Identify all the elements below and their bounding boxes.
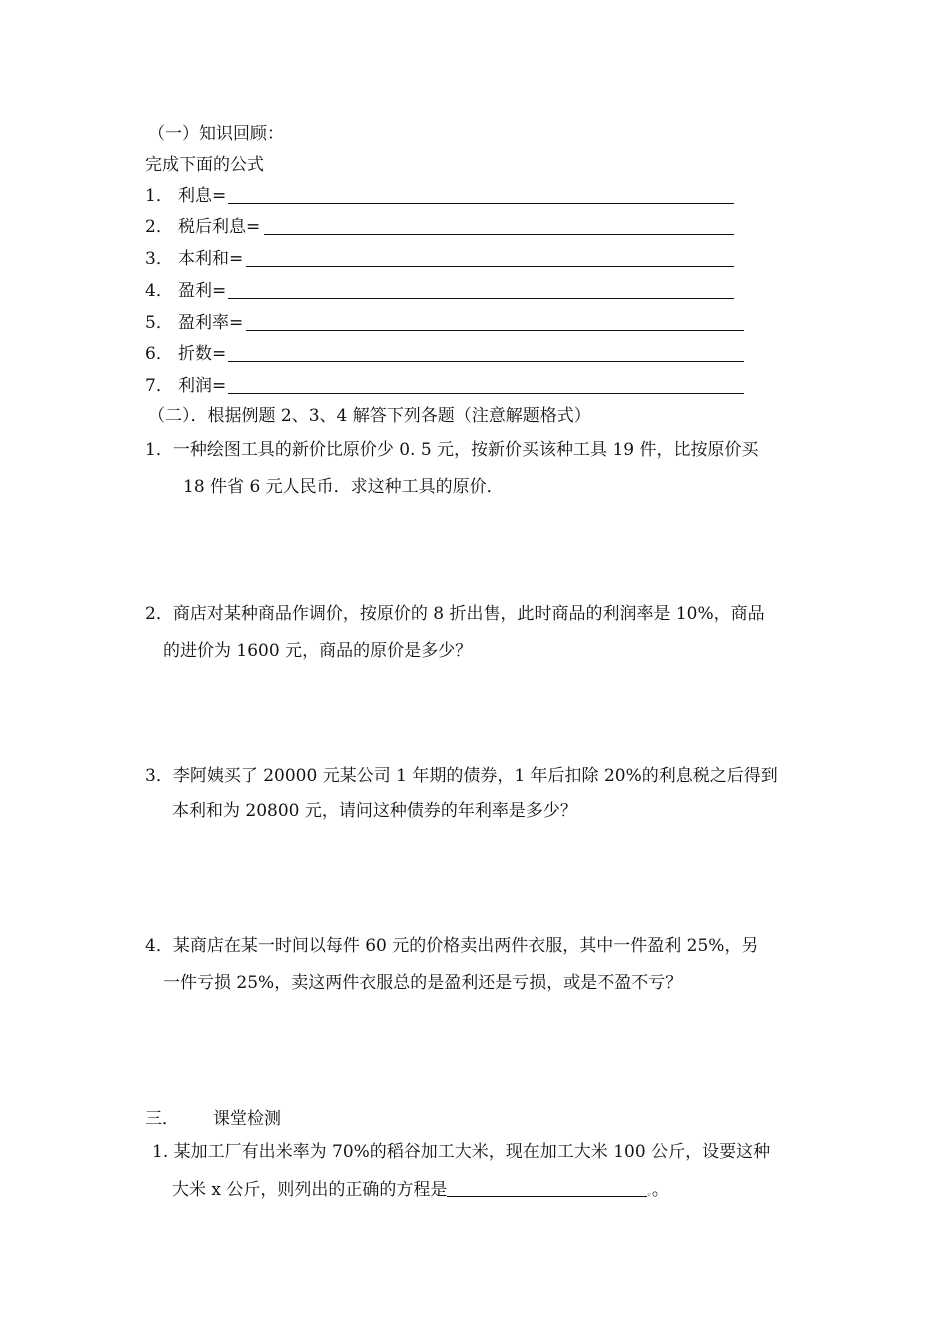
formula-label: 利息= (178, 186, 227, 206)
formula-label: 税后利息= (178, 217, 261, 237)
problem-text-prefix: 大米 x 公斤，则列出的正确的方程是 (172, 1180, 448, 1200)
formula-number: 1． (145, 186, 173, 206)
formula-number: 3． (145, 249, 173, 269)
section-2-heading: （二）．根据例题 2、3、4 解答下列各题（注意解题格式） (148, 406, 591, 426)
formula-number: 6． (145, 344, 173, 364)
problem-text-line-1: 3．李阿姨买了 20000 元某公司 1 年期的债券，1 年后扣除 20%的利息税之后得到 (145, 766, 778, 786)
answer-blank (246, 266, 734, 267)
small-period-mark: 。 (647, 1188, 652, 1198)
problem-text-line-2: 一件亏损 25%，卖这两件衣服总的是盈利还是亏损，或是不盈不亏？ (163, 973, 683, 993)
formula-label: 利润= (178, 376, 227, 396)
problem-text-line-1: 2．商店对某种商品作调价，按原价的 8 折出售，此时商品的利润率是 10%，商品 (145, 604, 765, 624)
problem-text-line-2: 的进价为 1600 元，商品的原价是多少？ (163, 641, 473, 661)
end-period-mark: 。 (651, 1180, 669, 1200)
formula-label: 盈利= (178, 281, 227, 301)
problem-text-line-2: 本利和为 20800 元，请问这种债券的年利率是多少？ (172, 801, 577, 821)
section-3-number: 三． (145, 1109, 179, 1129)
formula-number: 7． (145, 376, 173, 396)
problem-text-line-2: 18 件省 6 元人民币．求这种工具的原价． (183, 477, 504, 497)
answer-blank (228, 203, 734, 204)
formula-number: 2． (145, 217, 173, 237)
problem-text-line-2 (172, 1179, 669, 1204)
formula-label: 本利和= (178, 249, 244, 269)
problem-text-line-1: 1．一种绘图工具的新价比原价少 0. 5 元，按新价买该种工具 19 件，比按原价买 (145, 440, 759, 460)
formula-number: 4． (145, 281, 173, 301)
answer-blank (264, 234, 734, 235)
answer-blank (228, 298, 734, 299)
section-1-heading: （一）知识回顾： (148, 124, 284, 144)
formula-label: 盈利率= (178, 313, 244, 333)
answer-blank (246, 330, 744, 331)
formula-label: 折数= (178, 344, 227, 364)
answer-blank (228, 361, 744, 362)
formula-number: 5． (145, 313, 173, 333)
problem-text-line-1: 4．某商店在某一时间以每件 60 元的价格卖出两件衣服，其中一件盈利 25%，另 (145, 936, 759, 956)
answer-blank (228, 393, 744, 394)
section-3-heading: 课堂检测 (213, 1109, 281, 1129)
section-1-intro: 完成下面的公式 (145, 155, 264, 175)
answer-blank (447, 1180, 647, 1197)
problem-text-line-1: 1. 某加工厂有出米率为 70%的稻谷加工大米，现在加工大米 100 公斤，设要这种 (152, 1142, 771, 1162)
